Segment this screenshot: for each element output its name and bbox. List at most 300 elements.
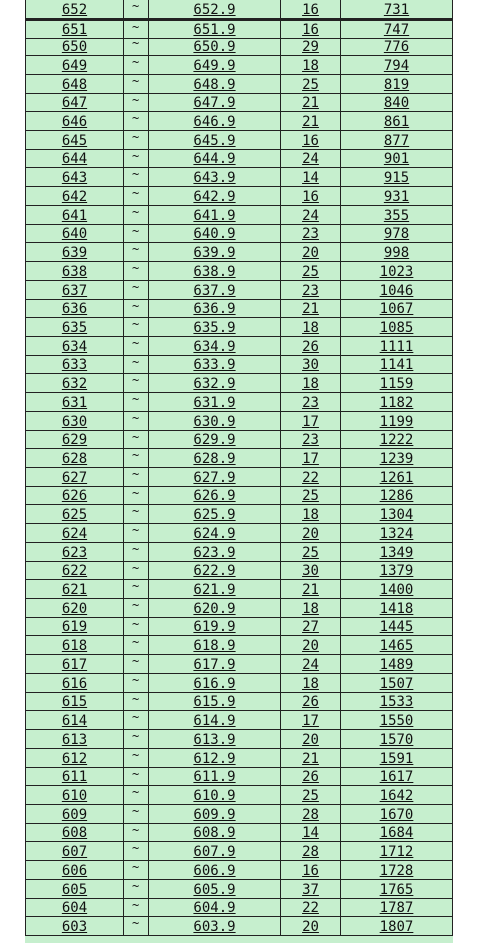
cell-to[interactable]: 643.9 bbox=[149, 168, 281, 187]
cell-from[interactable]: 639 bbox=[25, 243, 124, 262]
cell-separator[interactable]: ~ bbox=[124, 861, 149, 880]
cell-count[interactable]: 37 bbox=[281, 880, 341, 899]
cell-from[interactable]: 644 bbox=[25, 150, 124, 169]
cell-from[interactable]: 618 bbox=[25, 636, 124, 655]
table-row bbox=[25, 168, 453, 187]
spreadsheet-grid bbox=[25, 0, 453, 943]
cell-cumulative[interactable]: 1765 bbox=[341, 880, 453, 899]
cell-to[interactable]: 648.9 bbox=[149, 75, 281, 94]
table-row bbox=[25, 75, 453, 94]
cell-cumulative[interactable]: 1617 bbox=[341, 768, 453, 787]
cell-from[interactable]: 613 bbox=[25, 730, 124, 749]
table-row bbox=[25, 431, 453, 450]
table-row bbox=[25, 786, 453, 805]
cell-separator[interactable]: ~ bbox=[124, 37, 149, 56]
cell-from[interactable]: 615 bbox=[25, 693, 124, 712]
cell-from[interactable]: 611 bbox=[25, 768, 124, 787]
table-row bbox=[25, 225, 453, 244]
cell-from[interactable]: 606 bbox=[25, 861, 124, 880]
cell-cumulative[interactable]: 1286 bbox=[341, 487, 453, 506]
cell-separator[interactable]: ~ bbox=[124, 131, 149, 150]
cell-from[interactable]: 652 bbox=[25, 0, 124, 19]
cell-separator[interactable]: ~ bbox=[124, 94, 149, 113]
cell-from[interactable]: 624 bbox=[25, 524, 124, 543]
cell-cumulative[interactable]: 1550 bbox=[341, 711, 453, 730]
table-row bbox=[25, 805, 453, 824]
cell-separator[interactable]: ~ bbox=[124, 206, 149, 225]
table-row bbox=[25, 562, 453, 581]
cell-separator[interactable]: ~ bbox=[124, 580, 149, 599]
cell-to[interactable]: 619.9 bbox=[149, 618, 281, 637]
cell-count[interactable]: 29 bbox=[281, 37, 341, 56]
cell-separator[interactable]: ~ bbox=[124, 768, 149, 787]
cell-cumulative[interactable]: 819 bbox=[341, 75, 453, 94]
cell-to[interactable]: 626.9 bbox=[149, 487, 281, 506]
cell-from[interactable]: 629 bbox=[25, 431, 124, 450]
cell-cumulative[interactable]: 1199 bbox=[341, 412, 453, 431]
cell-cumulative[interactable]: 931 bbox=[341, 187, 453, 206]
cell-to[interactable]: 620.9 bbox=[149, 599, 281, 618]
cell-separator[interactable]: ~ bbox=[124, 636, 149, 655]
cell-to[interactable]: 630.9 bbox=[149, 412, 281, 431]
table-row bbox=[25, 318, 453, 337]
cell-count[interactable]: 20 bbox=[281, 636, 341, 655]
cell-count[interactable]: 21 bbox=[281, 580, 341, 599]
cell-count[interactable]: 23 bbox=[281, 393, 341, 412]
table-row bbox=[25, 711, 453, 730]
cell-cumulative[interactable]: 776 bbox=[341, 37, 453, 56]
cell-count[interactable]: 20 bbox=[281, 917, 341, 936]
table-row bbox=[25, 0, 453, 19]
cell-separator[interactable]: ~ bbox=[124, 899, 149, 918]
cell-separator[interactable]: ~ bbox=[124, 225, 149, 244]
cell-to[interactable]: 621.9 bbox=[149, 580, 281, 599]
cell-count[interactable]: 26 bbox=[281, 337, 341, 356]
cell-to[interactable]: 634.9 bbox=[149, 337, 281, 356]
table-row bbox=[25, 449, 453, 468]
cell-cumulative[interactable]: 1684 bbox=[341, 824, 453, 843]
cell-separator[interactable]: ~ bbox=[124, 674, 149, 693]
cell-from[interactable]: 617 bbox=[25, 655, 124, 674]
table-row bbox=[25, 580, 453, 599]
cell-from[interactable]: 634 bbox=[25, 337, 124, 356]
cell-from[interactable]: 612 bbox=[25, 749, 124, 768]
cell-from[interactable]: 640 bbox=[25, 225, 124, 244]
cell-to[interactable]: 614.9 bbox=[149, 711, 281, 730]
cell-count[interactable]: 17 bbox=[281, 449, 341, 468]
cell-to[interactable]: 618.9 bbox=[149, 636, 281, 655]
cell-to[interactable]: 629.9 bbox=[149, 431, 281, 450]
cell-to[interactable]: 636.9 bbox=[149, 300, 281, 319]
cell-separator[interactable]: ~ bbox=[124, 749, 149, 768]
cell-count[interactable]: 25 bbox=[281, 786, 341, 805]
cell-from[interactable]: 627 bbox=[25, 468, 124, 487]
cell-to[interactable]: 623.9 bbox=[149, 543, 281, 562]
table-row bbox=[25, 524, 453, 543]
cell-separator[interactable]: ~ bbox=[124, 562, 149, 581]
cell-count[interactable]: 18 bbox=[281, 56, 341, 75]
cell-to[interactable]: 611.9 bbox=[149, 768, 281, 787]
cell-cumulative[interactable]: 861 bbox=[341, 112, 453, 131]
cell-count[interactable]: 16 bbox=[281, 131, 341, 150]
cell-cumulative[interactable]: 1507 bbox=[341, 674, 453, 693]
cell-cumulative[interactable]: 1489 bbox=[341, 655, 453, 674]
cell-cumulative[interactable]: 1418 bbox=[341, 599, 453, 618]
table-row bbox=[25, 300, 453, 319]
cell-from[interactable]: 631 bbox=[25, 393, 124, 412]
cell-from[interactable]: 650 bbox=[25, 37, 124, 56]
cell-count[interactable]: 22 bbox=[281, 899, 341, 918]
cell-from[interactable]: 609 bbox=[25, 805, 124, 824]
cell-separator[interactable]: ~ bbox=[124, 468, 149, 487]
cell-to[interactable]: 637.9 bbox=[149, 281, 281, 300]
cell-cumulative[interactable]: 1807 bbox=[341, 917, 453, 936]
cell-cumulative[interactable]: 1570 bbox=[341, 730, 453, 749]
cell-to[interactable]: 638.9 bbox=[149, 262, 281, 281]
cell-to[interactable]: 625.9 bbox=[149, 505, 281, 524]
cell-to[interactable]: 631.9 bbox=[149, 393, 281, 412]
cell-separator[interactable]: ~ bbox=[124, 917, 149, 936]
cell-count[interactable]: 24 bbox=[281, 150, 341, 169]
cell-to[interactable]: 606.9 bbox=[149, 861, 281, 880]
cell-separator[interactable]: ~ bbox=[124, 243, 149, 262]
cell-from[interactable]: 633 bbox=[25, 356, 124, 375]
cell-count[interactable]: 22 bbox=[281, 468, 341, 487]
cell-to[interactable]: 612.9 bbox=[149, 749, 281, 768]
cell-count[interactable]: 18 bbox=[281, 674, 341, 693]
cell-to[interactable]: 649.9 bbox=[149, 56, 281, 75]
table-row bbox=[25, 674, 453, 693]
cell-from[interactable]: 620 bbox=[25, 599, 124, 618]
cell-count[interactable]: 30 bbox=[281, 356, 341, 375]
table-row bbox=[25, 599, 453, 618]
cell-separator[interactable]: ~ bbox=[124, 0, 149, 19]
cell-count[interactable]: 14 bbox=[281, 168, 341, 187]
cell-cumulative[interactable]: 1379 bbox=[341, 562, 453, 581]
cell-from[interactable]: 616 bbox=[25, 674, 124, 693]
table-row bbox=[25, 112, 453, 131]
cell-from[interactable]: 635 bbox=[25, 318, 124, 337]
cell-separator[interactable]: ~ bbox=[124, 300, 149, 319]
cell-to[interactable]: 609.9 bbox=[149, 805, 281, 824]
cell-count[interactable]: 16 bbox=[281, 0, 341, 19]
cell-separator[interactable]: ~ bbox=[124, 655, 149, 674]
cell-count[interactable]: 16 bbox=[281, 187, 341, 206]
cell-from[interactable]: 651 bbox=[25, 21, 124, 40]
cell-from[interactable]: 630 bbox=[25, 412, 124, 431]
cell-cumulative[interactable]: 1533 bbox=[341, 693, 453, 712]
cell-cumulative[interactable]: 1787 bbox=[341, 899, 453, 918]
cell-count[interactable]: 18 bbox=[281, 318, 341, 337]
cell-separator[interactable]: ~ bbox=[124, 431, 149, 450]
cell-separator[interactable]: ~ bbox=[124, 805, 149, 824]
cell-from[interactable]: 626 bbox=[25, 487, 124, 506]
table-row bbox=[25, 131, 453, 150]
cell-cumulative[interactable]: 1182 bbox=[341, 393, 453, 412]
cell-to[interactable]: 622.9 bbox=[149, 562, 281, 581]
cell-to[interactable]: 640.9 bbox=[149, 225, 281, 244]
cell-separator[interactable]: ~ bbox=[124, 168, 149, 187]
cell-separator[interactable]: ~ bbox=[124, 487, 149, 506]
cell-count[interactable]: 27 bbox=[281, 618, 341, 637]
cell-count[interactable]: 23 bbox=[281, 431, 341, 450]
cell-to[interactable]: 650.9 bbox=[149, 37, 281, 56]
cell-to[interactable]: 646.9 bbox=[149, 112, 281, 131]
cell-to[interactable]: 642.9 bbox=[149, 187, 281, 206]
cell-separator[interactable]: ~ bbox=[124, 374, 149, 393]
table-row bbox=[25, 636, 453, 655]
cell-cumulative[interactable]: 1445 bbox=[341, 618, 453, 637]
cell-separator[interactable]: ~ bbox=[124, 112, 149, 131]
table-row bbox=[25, 543, 453, 562]
cell-count[interactable]: 26 bbox=[281, 693, 341, 712]
cell-cumulative[interactable]: 1349 bbox=[341, 543, 453, 562]
cell-to[interactable]: 603.9 bbox=[149, 917, 281, 936]
cell-separator[interactable]: ~ bbox=[124, 281, 149, 300]
cell-from[interactable]: 604 bbox=[25, 899, 124, 918]
table-row bbox=[25, 94, 453, 113]
table-row bbox=[25, 56, 453, 75]
table-row bbox=[25, 281, 453, 300]
cell-count[interactable]: 21 bbox=[281, 112, 341, 131]
table-row bbox=[25, 842, 453, 861]
table-row bbox=[25, 917, 453, 936]
cell-separator[interactable]: ~ bbox=[124, 356, 149, 375]
cell-count[interactable]: 28 bbox=[281, 842, 341, 861]
cell-to[interactable]: 613.9 bbox=[149, 730, 281, 749]
cell-count[interactable]: 20 bbox=[281, 730, 341, 749]
table-row bbox=[25, 356, 453, 375]
cell-cumulative[interactable]: 1324 bbox=[341, 524, 453, 543]
cell-cumulative[interactable]: 1712 bbox=[341, 842, 453, 861]
cell-cumulative[interactable]: 1642 bbox=[341, 786, 453, 805]
cell-to[interactable]: 639.9 bbox=[149, 243, 281, 262]
table-row bbox=[25, 337, 453, 356]
cell-cumulative[interactable]: 1591 bbox=[341, 749, 453, 768]
cell-to[interactable]: 610.9 bbox=[149, 786, 281, 805]
cell-separator[interactable]: ~ bbox=[124, 711, 149, 730]
cell-separator[interactable]: ~ bbox=[124, 75, 149, 94]
cell-to[interactable]: 635.9 bbox=[149, 318, 281, 337]
cell-from[interactable]: 637 bbox=[25, 281, 124, 300]
table-row bbox=[25, 730, 453, 749]
cell-from[interactable]: 649 bbox=[25, 56, 124, 75]
cell-separator[interactable]: ~ bbox=[124, 618, 149, 637]
cell-cumulative[interactable]: 1261 bbox=[341, 468, 453, 487]
cell-cumulative[interactable]: 794 bbox=[341, 56, 453, 75]
cell-cumulative[interactable]: 840 bbox=[341, 94, 453, 113]
cell-count[interactable]: 28 bbox=[281, 805, 341, 824]
cell-from[interactable]: 648 bbox=[25, 75, 124, 94]
cell-to[interactable]: 615.9 bbox=[149, 693, 281, 712]
cell-separator[interactable]: ~ bbox=[124, 337, 149, 356]
cell-separator[interactable]: ~ bbox=[124, 150, 149, 169]
cell-count[interactable]: 18 bbox=[281, 599, 341, 618]
cell-count[interactable]: 26 bbox=[281, 768, 341, 787]
cell-from[interactable]: 610 bbox=[25, 786, 124, 805]
table-row bbox=[25, 262, 453, 281]
cell-separator[interactable]: ~ bbox=[124, 449, 149, 468]
cell-count[interactable]: 18 bbox=[281, 505, 341, 524]
cell-cumulative[interactable]: 1304 bbox=[341, 505, 453, 524]
table-row bbox=[25, 243, 453, 262]
cell-cumulative[interactable]: 1400 bbox=[341, 580, 453, 599]
cell-count[interactable]: 23 bbox=[281, 225, 341, 244]
cell-separator[interactable]: ~ bbox=[124, 880, 149, 899]
cell-from[interactable]: 625 bbox=[25, 505, 124, 524]
cell-cumulative[interactable]: 915 bbox=[341, 168, 453, 187]
cell-separator[interactable]: ~ bbox=[124, 730, 149, 749]
cell-from[interactable]: 622 bbox=[25, 562, 124, 581]
cell-from[interactable]: 605 bbox=[25, 880, 124, 899]
cell-separator[interactable]: ~ bbox=[124, 393, 149, 412]
cell-separator[interactable]: ~ bbox=[124, 599, 149, 618]
cell-cumulative[interactable]: 1222 bbox=[341, 431, 453, 450]
cell-cumulative[interactable]: 1046 bbox=[341, 281, 453, 300]
cell-count[interactable]: 17 bbox=[281, 711, 341, 730]
cell-to[interactable]: 604.9 bbox=[149, 899, 281, 918]
table-row bbox=[25, 880, 453, 899]
table-row bbox=[25, 618, 453, 637]
cell-from[interactable]: 614 bbox=[25, 711, 124, 730]
cell-cumulative[interactable]: 355 bbox=[341, 206, 453, 225]
cell-count[interactable]: 21 bbox=[281, 94, 341, 113]
cell-from[interactable]: 645 bbox=[25, 131, 124, 150]
cell-count[interactable]: 17 bbox=[281, 412, 341, 431]
table-row bbox=[25, 899, 453, 918]
cell-cumulative[interactable]: 1239 bbox=[341, 449, 453, 468]
cell-from[interactable]: 608 bbox=[25, 824, 124, 843]
cell-separator[interactable]: ~ bbox=[124, 56, 149, 75]
cell-from[interactable]: 623 bbox=[25, 543, 124, 562]
table-row bbox=[25, 187, 453, 206]
cell-count[interactable]: 21 bbox=[281, 300, 341, 319]
table-row bbox=[25, 861, 453, 880]
cell-from[interactable]: 641 bbox=[25, 206, 124, 225]
cell-count[interactable]: 18 bbox=[281, 374, 341, 393]
cell-to[interactable]: 627.9 bbox=[149, 468, 281, 487]
cell-count[interactable]: 16 bbox=[281, 21, 341, 40]
cell-cumulative[interactable]: 1085 bbox=[341, 318, 453, 337]
cell-to[interactable]: 605.9 bbox=[149, 880, 281, 899]
cell-separator[interactable]: ~ bbox=[124, 318, 149, 337]
cell-separator[interactable]: ~ bbox=[124, 824, 149, 843]
table-row bbox=[25, 655, 453, 674]
cell-cumulative[interactable]: 877 bbox=[341, 131, 453, 150]
cell-cumulative[interactable]: 1465 bbox=[341, 636, 453, 655]
cell-cumulative[interactable]: 731 bbox=[341, 0, 453, 19]
cell-from[interactable]: 646 bbox=[25, 112, 124, 131]
cell-separator[interactable]: ~ bbox=[124, 842, 149, 861]
cell-cumulative[interactable]: 747 bbox=[341, 21, 453, 40]
table-row bbox=[25, 374, 453, 393]
cell-from[interactable]: 603 bbox=[25, 917, 124, 936]
cell-cumulative[interactable]: 1023 bbox=[341, 262, 453, 281]
cell-from[interactable]: 621 bbox=[25, 580, 124, 599]
cell-to[interactable]: 633.9 bbox=[149, 356, 281, 375]
cell-count[interactable]: 16 bbox=[281, 861, 341, 880]
cell-from[interactable]: 638 bbox=[25, 262, 124, 281]
cell-cumulative[interactable]: 1159 bbox=[341, 374, 453, 393]
cell-from[interactable]: 632 bbox=[25, 374, 124, 393]
table-row bbox=[25, 693, 453, 712]
cell-cumulative[interactable]: 1141 bbox=[341, 356, 453, 375]
cell-to[interactable]: 632.9 bbox=[149, 374, 281, 393]
cell-to[interactable]: 616.9 bbox=[149, 674, 281, 693]
cell-count[interactable]: 24 bbox=[281, 206, 341, 225]
table-row bbox=[25, 505, 453, 524]
table-row bbox=[25, 468, 453, 487]
cell-count[interactable]: 25 bbox=[281, 75, 341, 94]
cell-count[interactable]: 20 bbox=[281, 524, 341, 543]
table-row bbox=[25, 768, 453, 787]
cell-from[interactable]: 636 bbox=[25, 300, 124, 319]
table-row bbox=[25, 487, 453, 506]
cell-count[interactable]: 25 bbox=[281, 543, 341, 562]
cell-separator[interactable]: ~ bbox=[124, 505, 149, 524]
cell-count[interactable]: 24 bbox=[281, 655, 341, 674]
cell-count[interactable]: 14 bbox=[281, 824, 341, 843]
cell-cumulative[interactable]: 978 bbox=[341, 225, 453, 244]
cell-from[interactable]: 619 bbox=[25, 618, 124, 637]
cell-cumulative[interactable]: 998 bbox=[341, 243, 453, 262]
cell-separator[interactable]: ~ bbox=[124, 786, 149, 805]
cell-cumulative[interactable]: 901 bbox=[341, 150, 453, 169]
cell-from[interactable]: 643 bbox=[25, 168, 124, 187]
cell-to[interactable]: 624.9 bbox=[149, 524, 281, 543]
cell-to[interactable]: 608.9 bbox=[149, 824, 281, 843]
cell-count[interactable]: 25 bbox=[281, 487, 341, 506]
cell-separator[interactable]: ~ bbox=[124, 262, 149, 281]
cell-separator[interactable]: ~ bbox=[124, 21, 149, 40]
cell-to[interactable]: 641.9 bbox=[149, 206, 281, 225]
cell-count[interactable]: 20 bbox=[281, 243, 341, 262]
table-row bbox=[25, 19, 453, 40]
cell-from[interactable]: 628 bbox=[25, 449, 124, 468]
cell-to[interactable]: 644.9 bbox=[149, 150, 281, 169]
table-row bbox=[25, 824, 453, 843]
table-row bbox=[25, 150, 453, 169]
cell-cumulative[interactable]: 1728 bbox=[341, 861, 453, 880]
cell-cumulative[interactable]: 1670 bbox=[341, 805, 453, 824]
cell-count[interactable]: 30 bbox=[281, 562, 341, 581]
cell-separator[interactable]: ~ bbox=[124, 187, 149, 206]
cell-count[interactable]: 21 bbox=[281, 749, 341, 768]
cell-to[interactable]: 652.9 bbox=[149, 0, 281, 19]
cell-from[interactable]: 642 bbox=[25, 187, 124, 206]
cell-to[interactable]: 651.9 bbox=[149, 21, 281, 40]
cell-count[interactable]: 25 bbox=[281, 262, 341, 281]
cell-to[interactable]: 647.9 bbox=[149, 94, 281, 113]
cell-to[interactable]: 617.9 bbox=[149, 655, 281, 674]
cell-to[interactable]: 607.9 bbox=[149, 842, 281, 861]
table-row bbox=[25, 749, 453, 768]
cell-to[interactable]: 628.9 bbox=[149, 449, 281, 468]
cell-to[interactable]: 645.9 bbox=[149, 131, 281, 150]
cell-separator[interactable]: ~ bbox=[124, 412, 149, 431]
cell-count[interactable]: 23 bbox=[281, 281, 341, 300]
cell-separator[interactable]: ~ bbox=[124, 543, 149, 562]
cell-cumulative[interactable]: 1067 bbox=[341, 300, 453, 319]
cell-from[interactable]: 647 bbox=[25, 94, 124, 113]
table-row bbox=[25, 412, 453, 431]
table-row bbox=[25, 37, 453, 56]
cell-separator[interactable]: ~ bbox=[124, 693, 149, 712]
cell-from[interactable]: 607 bbox=[25, 842, 124, 861]
cell-cumulative[interactable]: 1111 bbox=[341, 337, 453, 356]
table-row bbox=[25, 393, 453, 412]
cell-separator[interactable]: ~ bbox=[124, 524, 149, 543]
